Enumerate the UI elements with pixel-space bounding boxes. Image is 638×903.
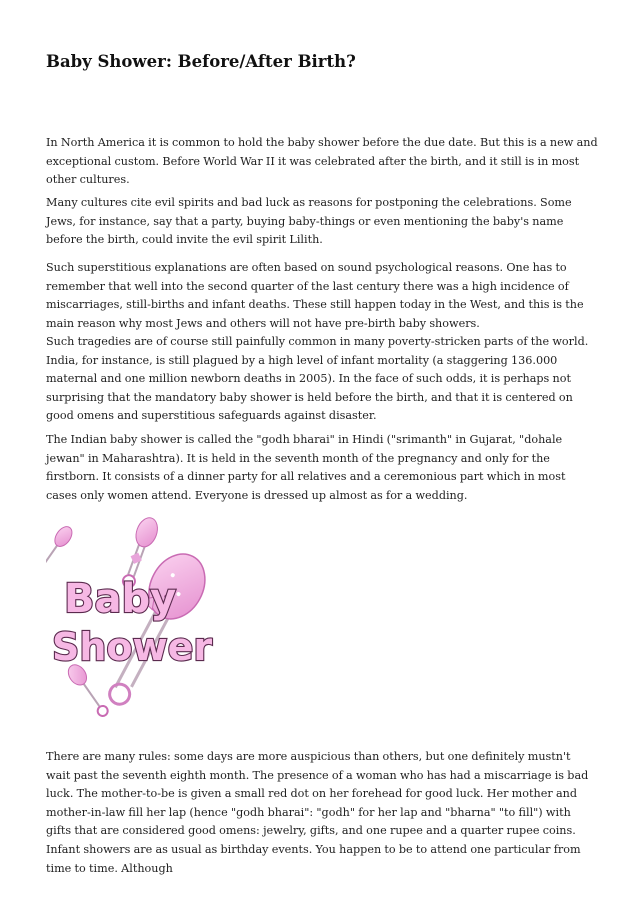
page-title: Baby Shower: Before/After Birth? <box>46 52 356 71</box>
paragraph: Many cultures cite evil spirits and bad luck as reasons for postponing the celebrations. Some Jews, for instance, say that a party, buying baby-things or even mentioning the baby's name before the birth, could invite the evil spirit Lilith. <box>46 196 572 247</box>
safety-pin-small-icon <box>65 661 113 719</box>
shower-word: Shower <box>52 625 213 669</box>
paragraph: In North America it is common to hold the baby shower before the due date. But this is a new and exceptional custom. Before World War II it was celebrated after the birth, and it still is in most other cultures. <box>46 136 598 187</box>
paragraph: There are many rules: some days are more auspicious than others, but one definitely mustn't wait past the seventh eighth month. The presence of a woman who has had a miscarriage is bad luck. The mother-to-be is given a small red dot on her forehead for good luck. Her mother and mother-in-law fill her lap (hence "godh bharai": "godh" for her lap and "bharna" "to fill") with gifts that are considered good omens: jewelry, gifts, and one rupee and a quarter rupee coins. Infant showers are as usual as birthday events. You happen to be to attend one particular from time to time. Although <box>46 750 589 875</box>
baby-shower-illustration <box>46 512 236 727</box>
safety-pin-small-icon <box>46 524 75 581</box>
paragraph: The Indian baby shower is called the "godh bharai" in Hindi ("srimanth" in Gujarat, "dohale jewan" in Maharashtra). It is held in the seventh month of the pregnancy and only for the firstborn. It consists of a dinner party for all relatives and a ceremonious part which in most cases only women attend. Everyone is dressed up almost as for a wedding. <box>46 433 566 502</box>
paragraph: Such superstitious explanations are often based on sound psychological reasons. One has to remember that well into the second quarter of the last century there was a high incidence of miscarriages, still-births and infant deaths. These still happen today in the West, and this is the main reason why most Jews and others will not have pre-birth baby showers. <box>46 261 584 330</box>
baby-word: Baby <box>64 576 177 622</box>
paragraph: Such tragedies are of course still painfully common in many poverty-stricken parts of the world. India, for instance, is still plagued by a high level of infant mortality (a staggering 136.000 maternal and one million newborn deaths in 2005). In the face of such odds, it is perhaps not surprising that the mandatory baby shower is held before the birth, and that it is centered on good omens and superstitious safeguards against disaster. <box>46 335 589 423</box>
